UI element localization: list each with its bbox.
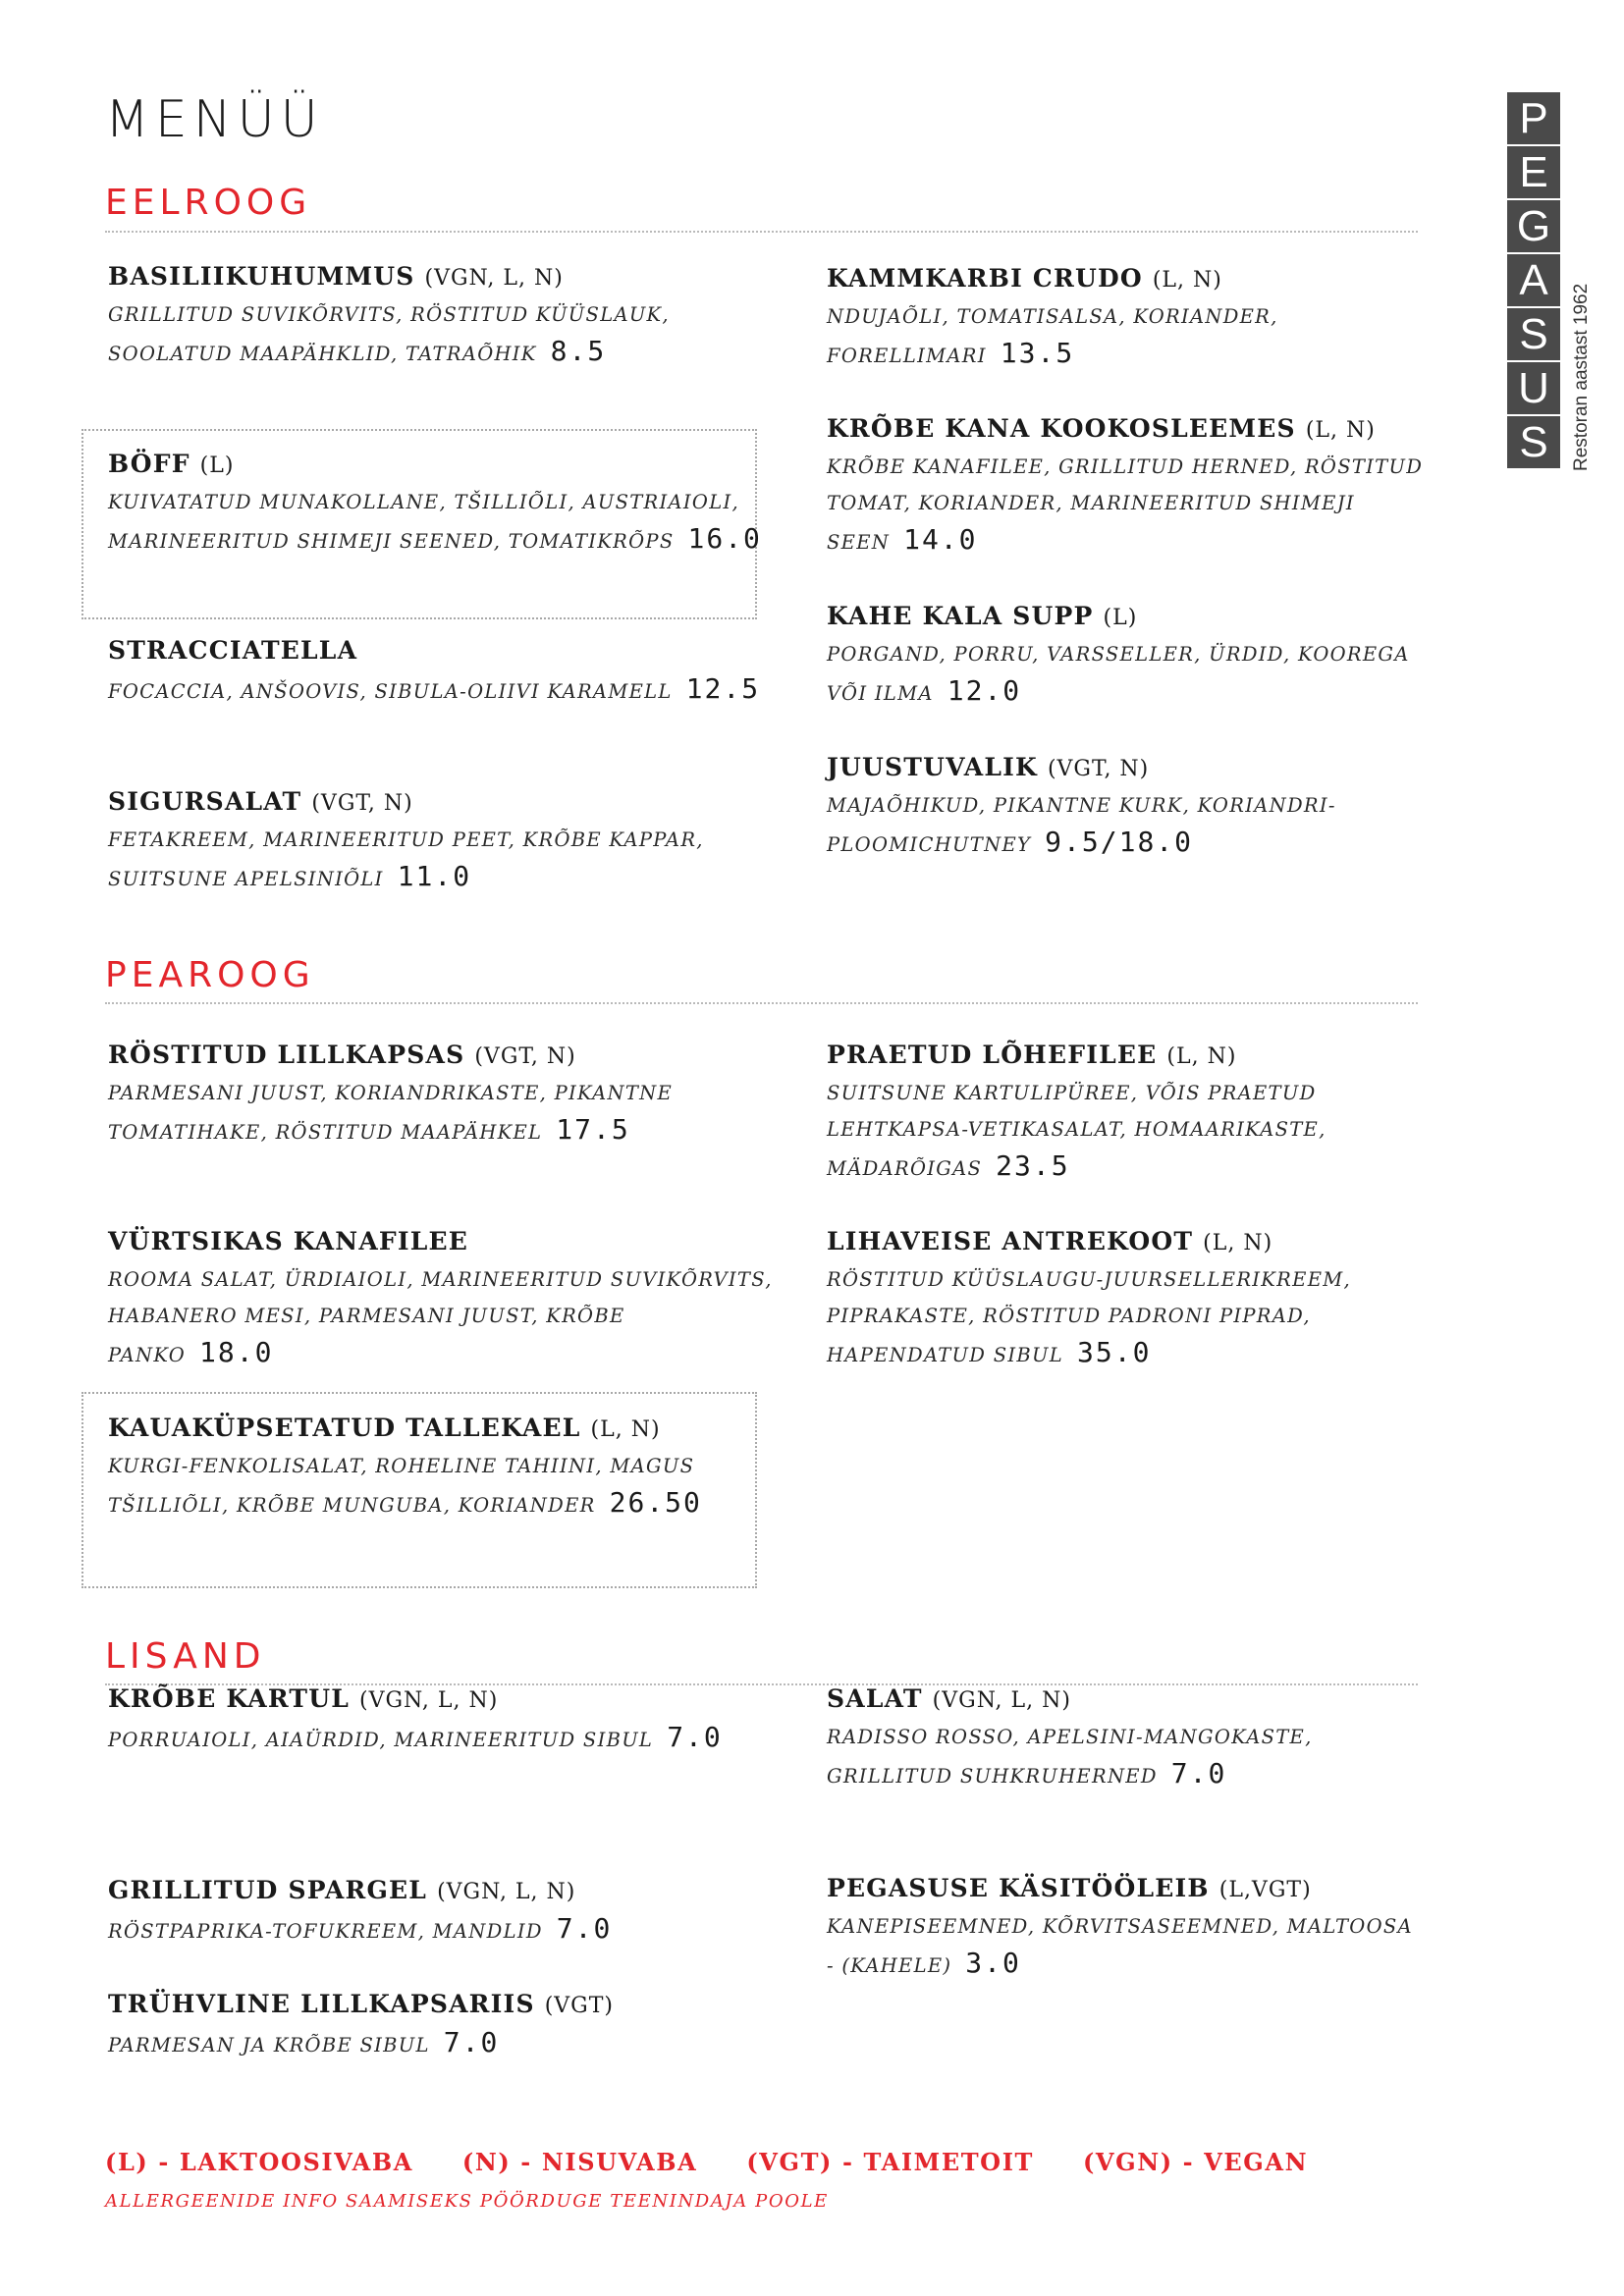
item-tags: (L, N) xyxy=(1166,1044,1237,1069)
logo-letter: E xyxy=(1507,146,1560,198)
item-price: 16.0 xyxy=(687,522,762,555)
menu-item xyxy=(108,784,776,897)
item-tags: (L, N) xyxy=(1203,1231,1273,1255)
item-desc: MAJAÕHIKUD, PIKANTNE KURK, KORIANDRI-PLOOMICHUTNEY 9.5/18.0 xyxy=(827,794,1336,858)
item-name: KAMMKARBI CRUDO (L, N) xyxy=(827,264,1222,293)
item-name: BÖFF (L) xyxy=(108,450,235,478)
item-price: 7.0 xyxy=(443,2026,500,2058)
item-tags: (L) xyxy=(199,454,235,478)
item-desc: FOCACCIA, ANŠOOVIS, SIBULA-OLIIVI KARAMELL 12.5 xyxy=(108,672,761,705)
item-price: 7.0 xyxy=(556,1912,613,1945)
legend-item: (L) - LAKTOOSIVABA xyxy=(105,2148,413,2176)
menu-item xyxy=(827,1871,1426,1984)
item-name: STRACCIATELLA xyxy=(108,636,358,665)
item-tags: (L, N) xyxy=(1305,418,1376,443)
legend-item: (VGN) - VEGAN xyxy=(1082,2148,1309,2176)
item-desc: PARMESAN JA KRÕBE SIBUL 7.0 xyxy=(108,2026,500,2058)
item-name: TRÜHVLINE LILLKAPSARIIS (VGT) xyxy=(108,1990,615,2018)
item-price: 12.5 xyxy=(685,672,761,705)
item-price: 7.0 xyxy=(667,1721,723,1753)
item-tags: (VGT) xyxy=(544,1994,615,2018)
item-tags: (L, N) xyxy=(1152,268,1222,293)
menu-item xyxy=(108,633,776,710)
section-divider xyxy=(105,1002,1418,1004)
logo-letter: P xyxy=(1507,92,1560,144)
item-desc: NDUJAÕLI, TOMATISALSA, KORIANDER, FORELLIMARI 13.5 xyxy=(827,305,1278,369)
item-name: GRILLITUD SPARGEL (VGN, L, N) xyxy=(108,1876,576,1904)
item-tags: (VGN, L, N) xyxy=(424,266,564,291)
logo-letter: G xyxy=(1507,200,1560,252)
logo-letter: S xyxy=(1507,308,1560,360)
legend-item: (N) - NISUVABA xyxy=(461,2148,698,2176)
item-name: KAUAKÜPSETATUD TALLEKAEL (L, N) xyxy=(108,1414,661,1442)
item-price: 23.5 xyxy=(996,1149,1070,1182)
item-tags: (L) xyxy=(1103,606,1138,630)
item-desc: RÖSTPAPRIKA-TOFUKREEM, MANDLID 7.0 xyxy=(108,1912,613,1945)
allergen-legend xyxy=(105,2148,1347,2176)
legend-item: (VGT) - TAIMETOIT xyxy=(746,2148,1034,2176)
logo-letter: A xyxy=(1507,254,1560,306)
item-desc: PORRUAIOLI, AIAÜRDID, MARINEERITUD SIBUL 7.0 xyxy=(108,1721,723,1753)
item-price: 7.0 xyxy=(1170,1757,1227,1789)
item-price: 17.5 xyxy=(556,1113,630,1146)
item-name: KRÕBE KARTUL (VGN, L, N) xyxy=(108,1684,499,1713)
item-name: SIGURSALAT (VGT, N) xyxy=(108,787,413,816)
item-desc: KANEPISEEMNED, KÕRVITSASEEMNED, MALTOOSA - (KAHELE) 3.0 xyxy=(827,1915,1413,1979)
menu-item xyxy=(827,1682,1426,1794)
section-divider xyxy=(105,231,1418,233)
section-title-pearoog: PEAROOG xyxy=(105,955,315,995)
item-desc: PARMESANI JUUST, KORIANDRIKASTE, PIKANTNE TOMATIHAKE, RÖSTITUD MAAPÄHKEL 17.5 xyxy=(108,1082,674,1146)
menu-item xyxy=(827,599,1426,712)
pegasus-logo xyxy=(1507,92,1560,470)
item-desc: KURGI-FENKOLISALAT, ROHELINE TAHIINI, MAGUS TŠILLIÕLI, KRÕBE MUNGUBA, KORIANDER 26.50 xyxy=(108,1455,702,1519)
menu-item xyxy=(108,447,776,560)
item-tags: (VGN, L, N) xyxy=(437,1880,576,1904)
item-desc: RADISSO ROSSO, APELSINI-MANGOKASTE, GRILLITUD SUHKRUHERNED 7.0 xyxy=(827,1726,1313,1789)
item-desc: GRILLITUD SUVIKÕRVITS, RÖSTITUD KÜÜSLAUK, SOOLATUD MAAPÄHKLID, TATRAÕHIK 8.5 xyxy=(108,303,670,367)
section-title-lisand: LISAND xyxy=(105,1636,266,1677)
item-tags: (VGT, N) xyxy=(311,791,413,816)
section-title-eelroog: EELROOG xyxy=(105,183,312,223)
logo-tagline: Restoran aastast 1962 xyxy=(1571,283,1592,471)
item-desc: ROOMA SALAT, ÜRDIAIOLI, MARINEERITUD SUVIKÕRVITS, HABANERO MESI, PARMESANI JUUST, KRÕBE PANKO 18.0 xyxy=(108,1268,773,1368)
item-price: 13.5 xyxy=(1000,337,1075,369)
menu-item xyxy=(827,261,1426,374)
item-tags: (VGT, N) xyxy=(1047,757,1150,781)
logo-letter: U xyxy=(1507,362,1560,414)
item-tags: (VGN, L, N) xyxy=(359,1688,499,1713)
item-desc: FETAKREEM, MARINEERITUD PEET, KRÕBE KAPPAR, SUITSUNE APELSINIÕLI 11.0 xyxy=(108,828,704,892)
menu-item xyxy=(108,1682,776,1758)
menu-item xyxy=(827,411,1426,561)
item-price: 26.50 xyxy=(609,1486,702,1519)
item-price: 14.0 xyxy=(903,523,978,556)
item-name: SALAT (VGN, L, N) xyxy=(827,1684,1071,1713)
item-desc: SUITSUNE KARTULIPÜREE, VÕIS PRAETUD LEHTKAPSA-VETIKASALAT, HOMAARIKASTE, MÄDARÕIGAS 23.5 xyxy=(827,1082,1326,1182)
menu-item xyxy=(108,1987,776,2063)
item-price: 18.0 xyxy=(199,1336,274,1368)
item-desc: KRÕBE KANAFILEE, GRILLITUD HERNED, RÖSTITUD TOMAT, KORIANDER, MARINEERITUD SHIMEJI SEEN 14.0 xyxy=(827,455,1424,556)
item-name: KRÕBE KANA KOOKOSLEEMES (L, N) xyxy=(827,414,1376,443)
item-price: 9.5/18.0 xyxy=(1045,826,1194,858)
item-tags: (L, N) xyxy=(590,1417,661,1442)
item-price: 8.5 xyxy=(550,335,607,367)
item-name: RÖSTITUD LILLKAPSAS (VGT, N) xyxy=(108,1041,576,1069)
item-price: 12.0 xyxy=(947,674,1022,707)
item-price: 3.0 xyxy=(965,1947,1021,1979)
allergen-note: ALLERGEENIDE INFO SAAMISEKS PÖÖRDUGE TEENINDAJA POOLE xyxy=(105,2191,829,2212)
menu-item xyxy=(108,1038,776,1150)
menu-item xyxy=(827,1224,1428,1373)
item-name: PEGASUSE KÄSITÖÖLEIB (L,VGT) xyxy=(827,1874,1312,1902)
page-title: MENÜÜ xyxy=(105,90,324,149)
item-name: LIHAVEISE ANTREKOOT (L, N) xyxy=(827,1227,1273,1255)
menu-item xyxy=(108,259,776,372)
item-tags: (VGN, L, N) xyxy=(932,1688,1071,1713)
item-desc: KUIVATATUD MUNAKOLLANE, TŠILLIÕLI, AUSTRIAIOLI, MARINEERITUD SHIMEJI SEENED, TOMATIKRÕPS 16.0 xyxy=(108,491,762,555)
item-price: 35.0 xyxy=(1077,1336,1152,1368)
item-tags: (VGT, N) xyxy=(474,1044,576,1069)
logo-letter: S xyxy=(1507,416,1560,468)
item-desc: PORGAND, PORRU, VARSSELLER, ÜRDID, KOOREGA VÕI ILMA 12.0 xyxy=(827,643,1410,707)
item-name: BASILIIKUHUMMUS (VGN, L, N) xyxy=(108,262,564,291)
menu-item xyxy=(108,1224,776,1373)
item-name: VÜRTSIKAS KANAFILEE xyxy=(108,1227,469,1255)
item-name: PRAETUD LÕHEFILEE (L, N) xyxy=(827,1041,1237,1069)
menu-item xyxy=(108,1411,776,1523)
item-name: JUUSTUVALIK (VGT, N) xyxy=(827,753,1150,781)
item-tags: (L,VGT) xyxy=(1218,1878,1312,1902)
item-name: KAHE KALA SUPP (L) xyxy=(827,602,1138,630)
menu-item xyxy=(827,750,1426,863)
item-price: 11.0 xyxy=(397,860,472,892)
menu-item xyxy=(827,1038,1428,1187)
item-desc: RÖSTITUD KÜÜSLAUGU-JUURSELLERIKREEM, PIPRAKASTE, RÖSTITUD PADRONI PIPRAD, HAPENDATUD SIBUL 35.0 xyxy=(827,1268,1351,1368)
menu-item xyxy=(108,1873,776,1949)
